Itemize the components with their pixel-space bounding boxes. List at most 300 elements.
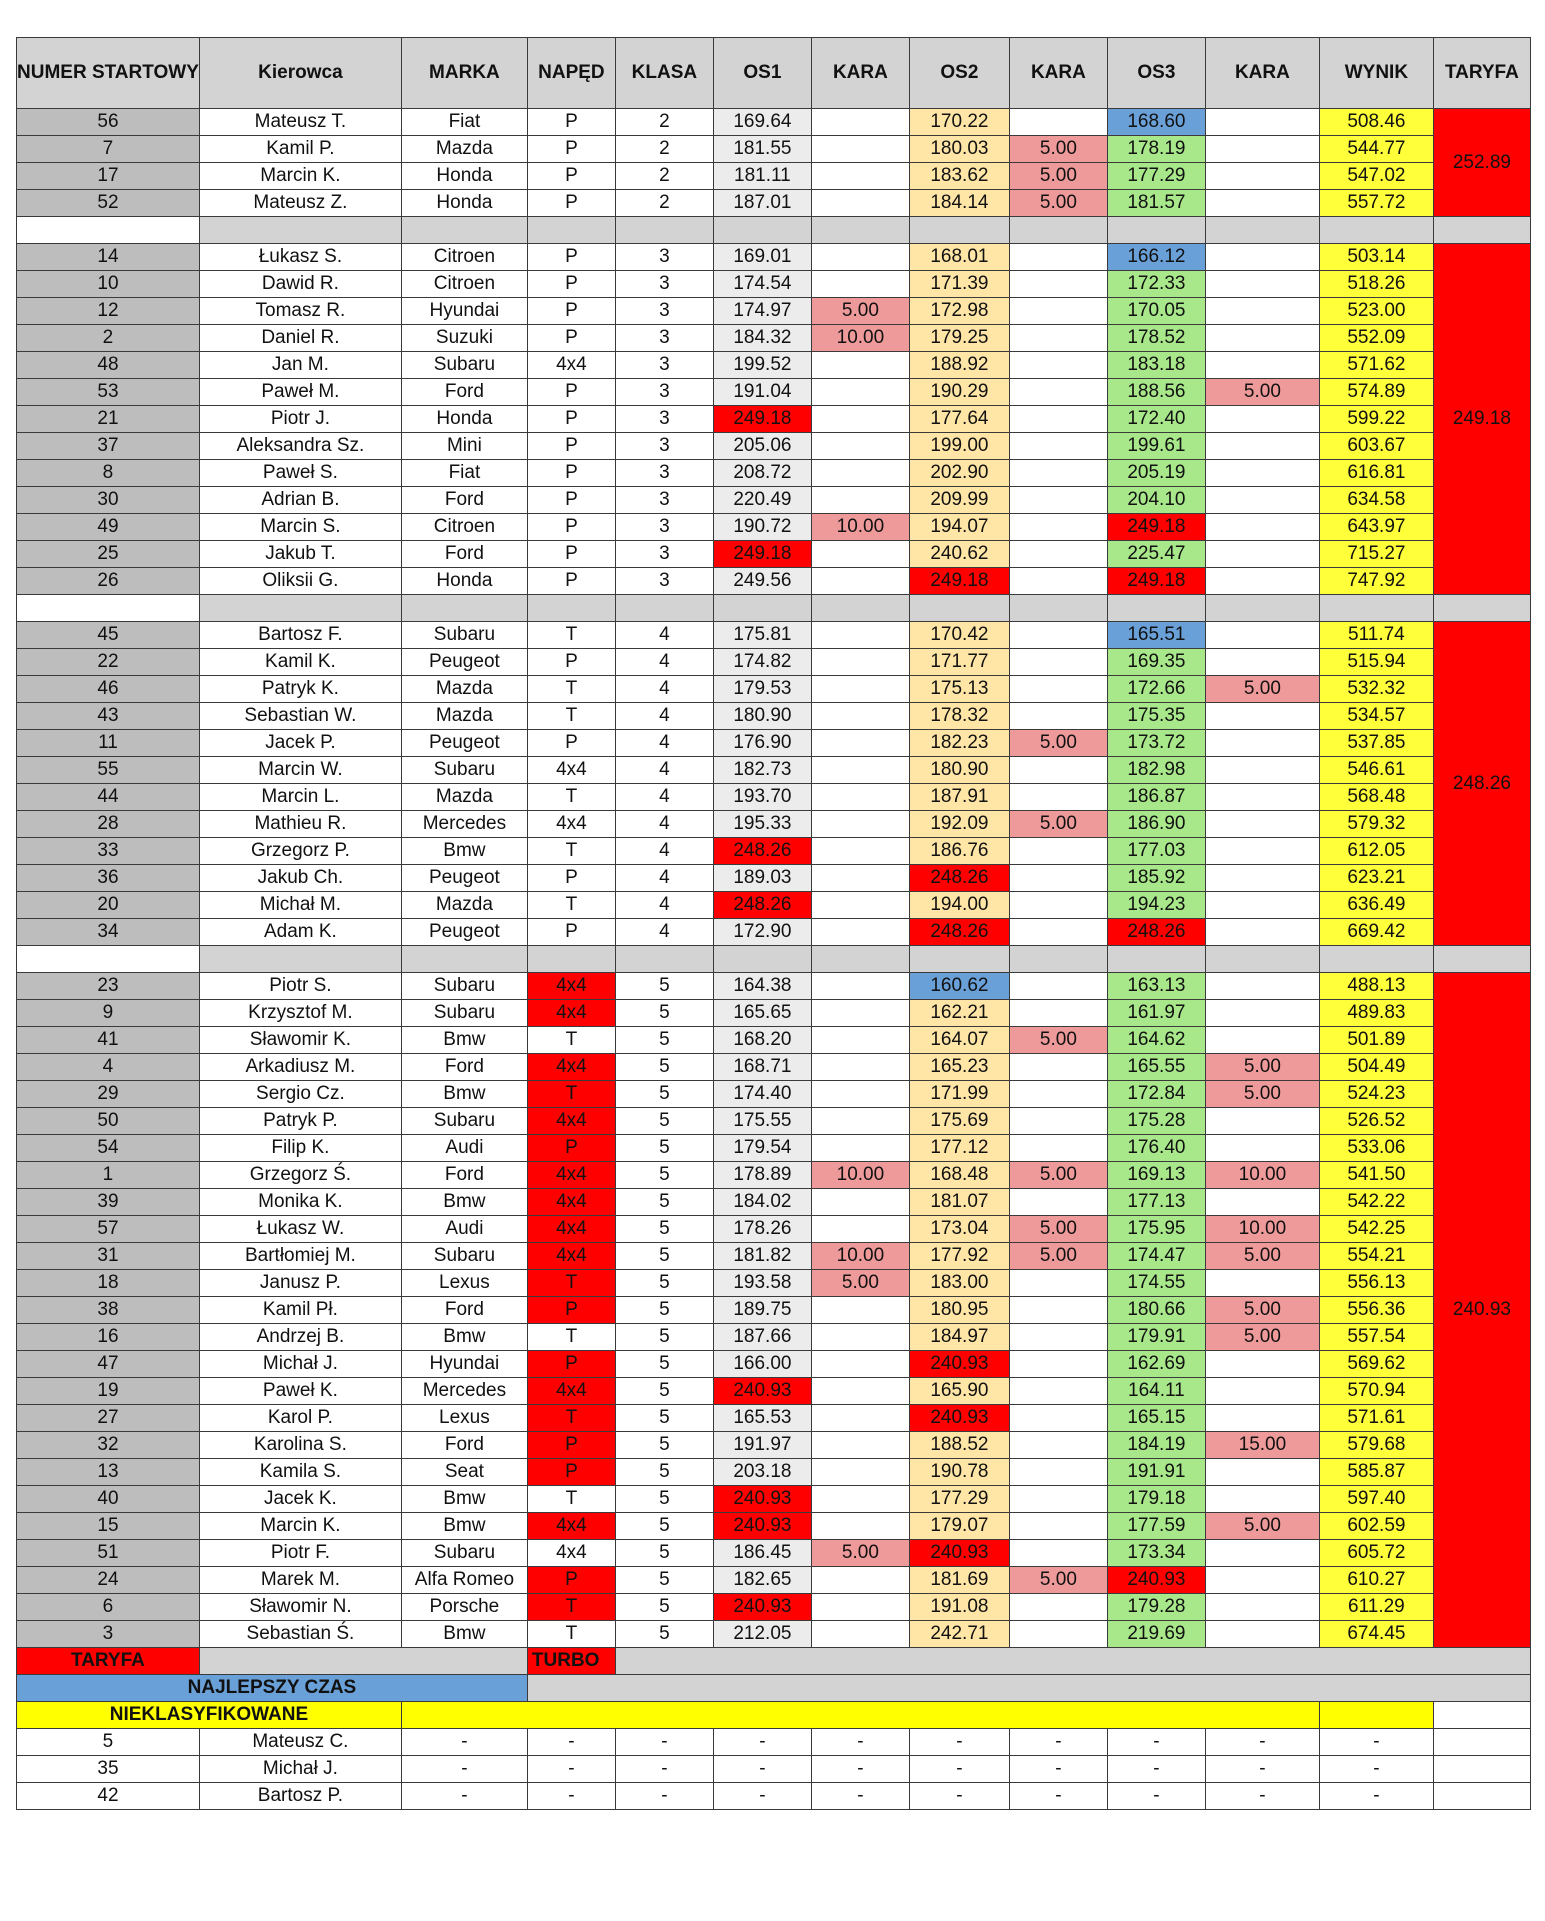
separator-cell (1009, 217, 1107, 244)
penalty1-cell (811, 1297, 909, 1324)
penalty2-cell: 5.00 (1009, 1162, 1107, 1189)
result-cell: 537.85 (1319, 730, 1433, 757)
taryfa-cell: 240.93 (1433, 973, 1530, 1648)
make-cell: Ford (401, 1054, 527, 1081)
start-number-cell: 5 (17, 1729, 200, 1756)
os1-cell: 190.72 (713, 514, 811, 541)
driver-cell: Oliksii G. (199, 568, 401, 595)
drive-cell: P (527, 1432, 615, 1459)
start-number-cell: 29 (17, 1081, 200, 1108)
start-number-cell: 15 (17, 1513, 200, 1540)
start-number-cell: 9 (17, 1000, 200, 1027)
dash-cell: - (527, 1729, 615, 1756)
make-cell: Subaru (401, 622, 527, 649)
os3-cell: 165.15 (1107, 1405, 1205, 1432)
penalty1-cell (811, 1027, 909, 1054)
os3-cell: 179.18 (1107, 1486, 1205, 1513)
drive-cell: T (527, 622, 615, 649)
make-cell: Subaru (401, 1000, 527, 1027)
os1-cell: 208.72 (713, 460, 811, 487)
class-cell: 5 (615, 1297, 713, 1324)
class-cell: 5 (615, 1216, 713, 1243)
dash-cell: - (713, 1729, 811, 1756)
class-cell: 3 (615, 325, 713, 352)
separator-cell (1009, 595, 1107, 622)
penalty3-cell: 5.00 (1205, 676, 1319, 703)
dash-cell: - (1009, 1756, 1107, 1783)
penalty2-cell: 5.00 (1009, 136, 1107, 163)
separator-cell (527, 595, 615, 622)
start-number-cell: 22 (17, 649, 200, 676)
penalty1-cell (811, 1081, 909, 1108)
penalty1-cell (811, 1567, 909, 1594)
penalty1-cell (811, 1432, 909, 1459)
result-cell: 524.23 (1319, 1081, 1433, 1108)
drive-cell: T (527, 892, 615, 919)
table-row (17, 730, 1531, 757)
driver-cell: Karolina S. (199, 1432, 401, 1459)
os1-cell: 249.18 (713, 406, 811, 433)
os3-cell: 179.28 (1107, 1594, 1205, 1621)
class-cell: 5 (615, 1540, 713, 1567)
separator-cell (1319, 946, 1433, 973)
separator-cell (401, 217, 527, 244)
separator-cell (527, 946, 615, 973)
penalty3-cell (1205, 1459, 1319, 1486)
os2-cell: 181.69 (909, 1567, 1009, 1594)
table-row (17, 784, 1531, 811)
unclassified-row (17, 1729, 1531, 1756)
os2-cell: 194.07 (909, 514, 1009, 541)
table-row (17, 433, 1531, 460)
class-cell: 5 (615, 1621, 713, 1648)
penalty2-cell (1009, 1405, 1107, 1432)
driver-cell: Piotr F. (199, 1540, 401, 1567)
os3-cell: 176.40 (1107, 1135, 1205, 1162)
header-row (17, 38, 1531, 109)
penalty3-cell (1205, 1540, 1319, 1567)
penalty3-cell (1205, 1027, 1319, 1054)
driver-cell: Kamil K. (199, 649, 401, 676)
class-cell: 4 (615, 622, 713, 649)
table-row (17, 352, 1531, 379)
os2-cell: 175.69 (909, 1108, 1009, 1135)
drive-cell: 4x4 (527, 1189, 615, 1216)
result-cell: 636.49 (1319, 892, 1433, 919)
drive-cell: T (527, 1270, 615, 1297)
empty-cell (1433, 1756, 1530, 1783)
class-cell: 4 (615, 757, 713, 784)
os1-cell: 193.58 (713, 1270, 811, 1297)
group-separator-row (17, 595, 1531, 622)
separator-cell (1205, 946, 1319, 973)
group-separator-row (17, 217, 1531, 244)
os1-cell: 178.89 (713, 1162, 811, 1189)
os1-cell: 187.01 (713, 190, 811, 217)
penalty3-cell (1205, 568, 1319, 595)
os2-cell: 160.62 (909, 973, 1009, 1000)
result-cell: 546.61 (1319, 757, 1433, 784)
penalty2-cell (1009, 325, 1107, 352)
make-cell: Subaru (401, 1540, 527, 1567)
penalty3-cell (1205, 163, 1319, 190)
legend-spacer (401, 1702, 1319, 1729)
os1-cell: 199.52 (713, 352, 811, 379)
class-cell: 5 (615, 1432, 713, 1459)
dash-cell: - (1205, 1729, 1319, 1756)
penalty3-cell (1205, 892, 1319, 919)
make-cell: Hyundai (401, 1351, 527, 1378)
separator-cell (1205, 595, 1319, 622)
os1-cell: 195.33 (713, 811, 811, 838)
penalty3-cell: 5.00 (1205, 1054, 1319, 1081)
os2-cell: 248.26 (909, 865, 1009, 892)
group-separator-row (17, 946, 1531, 973)
penalty1-cell: 5.00 (811, 1270, 909, 1297)
os3-cell: 240.93 (1107, 1567, 1205, 1594)
table-row (17, 1189, 1531, 1216)
os3-cell: 179.91 (1107, 1324, 1205, 1351)
empty-cell (1433, 1783, 1530, 1810)
penalty1-cell (811, 1486, 909, 1513)
result-cell: 511.74 (1319, 622, 1433, 649)
result-cell: 597.40 (1319, 1486, 1433, 1513)
penalty3-cell (1205, 1405, 1319, 1432)
make-cell: Peugeot (401, 919, 527, 946)
driver-cell: Sebastian Ś. (199, 1621, 401, 1648)
start-number-cell: 2 (17, 325, 200, 352)
drive-cell: T (527, 1324, 615, 1351)
driver-cell: Patryk K. (199, 676, 401, 703)
os1-cell: 175.81 (713, 622, 811, 649)
drive-cell: T (527, 1027, 615, 1054)
penalty2-cell (1009, 892, 1107, 919)
driver-cell: Łukasz S. (199, 244, 401, 271)
class-cell: 4 (615, 676, 713, 703)
penalty2-cell: 5.00 (1009, 1243, 1107, 1270)
os2-cell: 168.48 (909, 1162, 1009, 1189)
os3-cell: 249.18 (1107, 514, 1205, 541)
os2-cell: 183.00 (909, 1270, 1009, 1297)
os3-cell: 165.51 (1107, 622, 1205, 649)
penalty3-cell (1205, 1594, 1319, 1621)
os2-cell: 165.90 (909, 1378, 1009, 1405)
os3-cell: 166.12 (1107, 244, 1205, 271)
result-cell: 605.72 (1319, 1540, 1433, 1567)
penalty2-cell (1009, 1540, 1107, 1567)
drive-cell: P (527, 433, 615, 460)
header-os2: OS2 (909, 38, 1009, 109)
driver-cell: Grzegorz Ś. (199, 1162, 401, 1189)
start-number-cell: 6 (17, 1594, 200, 1621)
os2-cell: 190.78 (909, 1459, 1009, 1486)
result-cell: 556.36 (1319, 1297, 1433, 1324)
penalty1-cell (811, 487, 909, 514)
os2-cell: 248.26 (909, 919, 1009, 946)
penalty2-cell (1009, 568, 1107, 595)
penalty2-cell (1009, 1513, 1107, 1540)
os2-cell: 177.29 (909, 1486, 1009, 1513)
os1-cell: 189.03 (713, 865, 811, 892)
start-number-cell: 26 (17, 568, 200, 595)
os2-cell: 180.03 (909, 136, 1009, 163)
separator-cell (909, 595, 1009, 622)
penalty1-cell (811, 676, 909, 703)
os3-cell: 204.10 (1107, 487, 1205, 514)
os2-cell: 187.91 (909, 784, 1009, 811)
class-cell: 5 (615, 973, 713, 1000)
dash-cell: - (1107, 1783, 1205, 1810)
penalty1-cell (811, 1621, 909, 1648)
make-cell: Peugeot (401, 649, 527, 676)
dash-cell: - (1009, 1729, 1107, 1756)
driver-cell: Jakub Ch. (199, 865, 401, 892)
os3-cell: 175.35 (1107, 703, 1205, 730)
penalty2-cell (1009, 460, 1107, 487)
penalty1-cell (811, 352, 909, 379)
os2-cell: 240.93 (909, 1351, 1009, 1378)
table-row (17, 1378, 1531, 1405)
result-cell: 508.46 (1319, 109, 1433, 136)
penalty3-cell (1205, 190, 1319, 217)
penalty1-cell (811, 1351, 909, 1378)
penalty2-cell (1009, 298, 1107, 325)
class-cell: 3 (615, 568, 713, 595)
make-cell: Mini (401, 433, 527, 460)
header-os3: OS3 (1107, 38, 1205, 109)
penalty2-cell (1009, 1486, 1107, 1513)
penalty2-cell (1009, 1081, 1107, 1108)
result-cell: 552.09 (1319, 325, 1433, 352)
class-cell: 4 (615, 649, 713, 676)
os1-cell: 248.26 (713, 838, 811, 865)
os3-cell: 169.13 (1107, 1162, 1205, 1189)
os2-cell: 209.99 (909, 487, 1009, 514)
penalty3-cell: 10.00 (1205, 1216, 1319, 1243)
result-cell: 541.50 (1319, 1162, 1433, 1189)
start-number-cell: 12 (17, 298, 200, 325)
penalty2-cell (1009, 973, 1107, 1000)
penalty1-cell: 5.00 (811, 1540, 909, 1567)
legend-turbo: TURBO (527, 1648, 615, 1675)
separator-cell (713, 946, 811, 973)
penalty1-cell (811, 379, 909, 406)
start-number-cell: 21 (17, 406, 200, 433)
class-cell: 4 (615, 865, 713, 892)
driver-cell: Daniel R. (199, 325, 401, 352)
make-cell: Ford (401, 379, 527, 406)
penalty1-cell (811, 865, 909, 892)
os2-cell: 184.14 (909, 190, 1009, 217)
legend-row-taryfa (17, 1648, 1531, 1675)
penalty1-cell: 10.00 (811, 325, 909, 352)
driver-cell: Karol P. (199, 1405, 401, 1432)
dash-cell: - (713, 1783, 811, 1810)
os2-cell: 190.29 (909, 379, 1009, 406)
drive-cell: T (527, 838, 615, 865)
os1-cell: 168.20 (713, 1027, 811, 1054)
make-cell: Bmw (401, 1081, 527, 1108)
make-cell: Mazda (401, 703, 527, 730)
class-cell: 5 (615, 1135, 713, 1162)
start-number-cell: 48 (17, 352, 200, 379)
os3-cell: 225.47 (1107, 541, 1205, 568)
make-cell: Audi (401, 1135, 527, 1162)
drive-cell: 4x4 (527, 811, 615, 838)
class-cell: 5 (615, 1567, 713, 1594)
class-cell: 5 (615, 1270, 713, 1297)
os3-cell: 168.60 (1107, 109, 1205, 136)
penalty2-cell (1009, 919, 1107, 946)
table-row (17, 757, 1531, 784)
legend-unclassified: NIEKLASYFIKOWANE (17, 1702, 402, 1729)
table-row (17, 1540, 1531, 1567)
table-row (17, 271, 1531, 298)
penalty1-cell (811, 1000, 909, 1027)
penalty1-cell (811, 1189, 909, 1216)
start-number-cell: 41 (17, 1027, 200, 1054)
result-cell: 570.94 (1319, 1378, 1433, 1405)
table-row (17, 811, 1531, 838)
drive-cell: 4x4 (527, 1540, 615, 1567)
taryfa-cell: 252.89 (1433, 109, 1530, 217)
class-cell: 5 (615, 1108, 713, 1135)
os3-cell: 191.91 (1107, 1459, 1205, 1486)
penalty2-cell (1009, 622, 1107, 649)
start-number-cell: 11 (17, 730, 200, 757)
table-row (17, 892, 1531, 919)
os1-cell: 169.64 (713, 109, 811, 136)
make-cell: Ford (401, 487, 527, 514)
penalty2-cell (1009, 838, 1107, 865)
start-number-cell: 19 (17, 1378, 200, 1405)
os2-cell: 181.07 (909, 1189, 1009, 1216)
driver-cell: Bartosz P. (199, 1783, 401, 1810)
class-cell: 3 (615, 298, 713, 325)
result-cell: 547.02 (1319, 163, 1433, 190)
os2-cell: 170.22 (909, 109, 1009, 136)
dash-cell: - (909, 1783, 1009, 1810)
drive-cell: 4x4 (527, 352, 615, 379)
drive-cell: P (527, 190, 615, 217)
driver-cell: Piotr J. (199, 406, 401, 433)
start-number-cell: 35 (17, 1756, 200, 1783)
make-cell: Honda (401, 163, 527, 190)
penalty1-cell (811, 1378, 909, 1405)
os2-cell: 179.07 (909, 1513, 1009, 1540)
os1-cell: 187.66 (713, 1324, 811, 1351)
table-row (17, 1405, 1531, 1432)
os3-cell: 194.23 (1107, 892, 1205, 919)
table-row (17, 1054, 1531, 1081)
os2-cell: 182.23 (909, 730, 1009, 757)
drive-cell: P (527, 1135, 615, 1162)
start-number-cell: 4 (17, 1054, 200, 1081)
table-row (17, 190, 1531, 217)
penalty1-cell (811, 1054, 909, 1081)
penalty1-cell (811, 892, 909, 919)
penalty1-cell (811, 811, 909, 838)
os1-cell: 191.97 (713, 1432, 811, 1459)
penalty2-cell: 5.00 (1009, 730, 1107, 757)
driver-cell: Grzegorz P. (199, 838, 401, 865)
penalty2-cell (1009, 352, 1107, 379)
class-cell: 4 (615, 838, 713, 865)
penalty1-cell (811, 433, 909, 460)
make-cell: Citroen (401, 514, 527, 541)
penalty3-cell (1205, 1189, 1319, 1216)
os2-cell: 249.18 (909, 568, 1009, 595)
start-number-cell: 55 (17, 757, 200, 784)
drive-cell: 4x4 (527, 1513, 615, 1540)
os1-cell: 174.97 (713, 298, 811, 325)
driver-cell: Adam K. (199, 919, 401, 946)
penalty1-cell (811, 730, 909, 757)
make-cell: Audi (401, 1216, 527, 1243)
start-number-cell: 3 (17, 1621, 200, 1648)
driver-cell: Patryk P. (199, 1108, 401, 1135)
drive-cell: T (527, 784, 615, 811)
penalty2-cell (1009, 433, 1107, 460)
driver-cell: Tomasz R. (199, 298, 401, 325)
table-row (17, 487, 1531, 514)
penalty3-cell (1205, 325, 1319, 352)
drive-cell: P (527, 541, 615, 568)
dash-cell: - (1319, 1756, 1433, 1783)
drive-cell: T (527, 1081, 615, 1108)
table-row (17, 1135, 1531, 1162)
legend-best-time: NAJLEPSZY CZAS (17, 1675, 528, 1702)
separator-cell (1433, 217, 1530, 244)
os3-cell: 164.11 (1107, 1378, 1205, 1405)
header-numer: NUMER STARTOWY (17, 38, 200, 109)
result-cell: 489.83 (1319, 1000, 1433, 1027)
os1-cell: 186.45 (713, 1540, 811, 1567)
start-number-cell: 39 (17, 1189, 200, 1216)
result-cell: 574.89 (1319, 379, 1433, 406)
dash-cell: - (1205, 1756, 1319, 1783)
separator-cell (713, 595, 811, 622)
penalty1-cell (811, 622, 909, 649)
os3-cell: 184.19 (1107, 1432, 1205, 1459)
os3-cell: 174.47 (1107, 1243, 1205, 1270)
os1-cell: 249.56 (713, 568, 811, 595)
penalty3-cell (1205, 541, 1319, 568)
dash-cell: - (1319, 1783, 1433, 1810)
start-number-cell: 8 (17, 460, 200, 487)
class-cell: 4 (615, 784, 713, 811)
class-cell: 5 (615, 1243, 713, 1270)
unclassified-row (17, 1756, 1531, 1783)
os1-cell: 240.93 (713, 1486, 811, 1513)
class-cell: 5 (615, 1459, 713, 1486)
penalty3-cell (1205, 271, 1319, 298)
start-number-cell: 30 (17, 487, 200, 514)
table-row (17, 1351, 1531, 1378)
dash-cell: - (811, 1756, 909, 1783)
separator-cell (811, 217, 909, 244)
start-number-cell: 32 (17, 1432, 200, 1459)
table-row (17, 1081, 1531, 1108)
make-cell: Bmw (401, 1324, 527, 1351)
result-cell: 623.21 (1319, 865, 1433, 892)
start-number-cell: 56 (17, 109, 200, 136)
result-cell: 544.77 (1319, 136, 1433, 163)
separator-cell (199, 595, 401, 622)
start-number-cell: 53 (17, 379, 200, 406)
os3-cell: 249.18 (1107, 568, 1205, 595)
os3-cell: 169.35 (1107, 649, 1205, 676)
